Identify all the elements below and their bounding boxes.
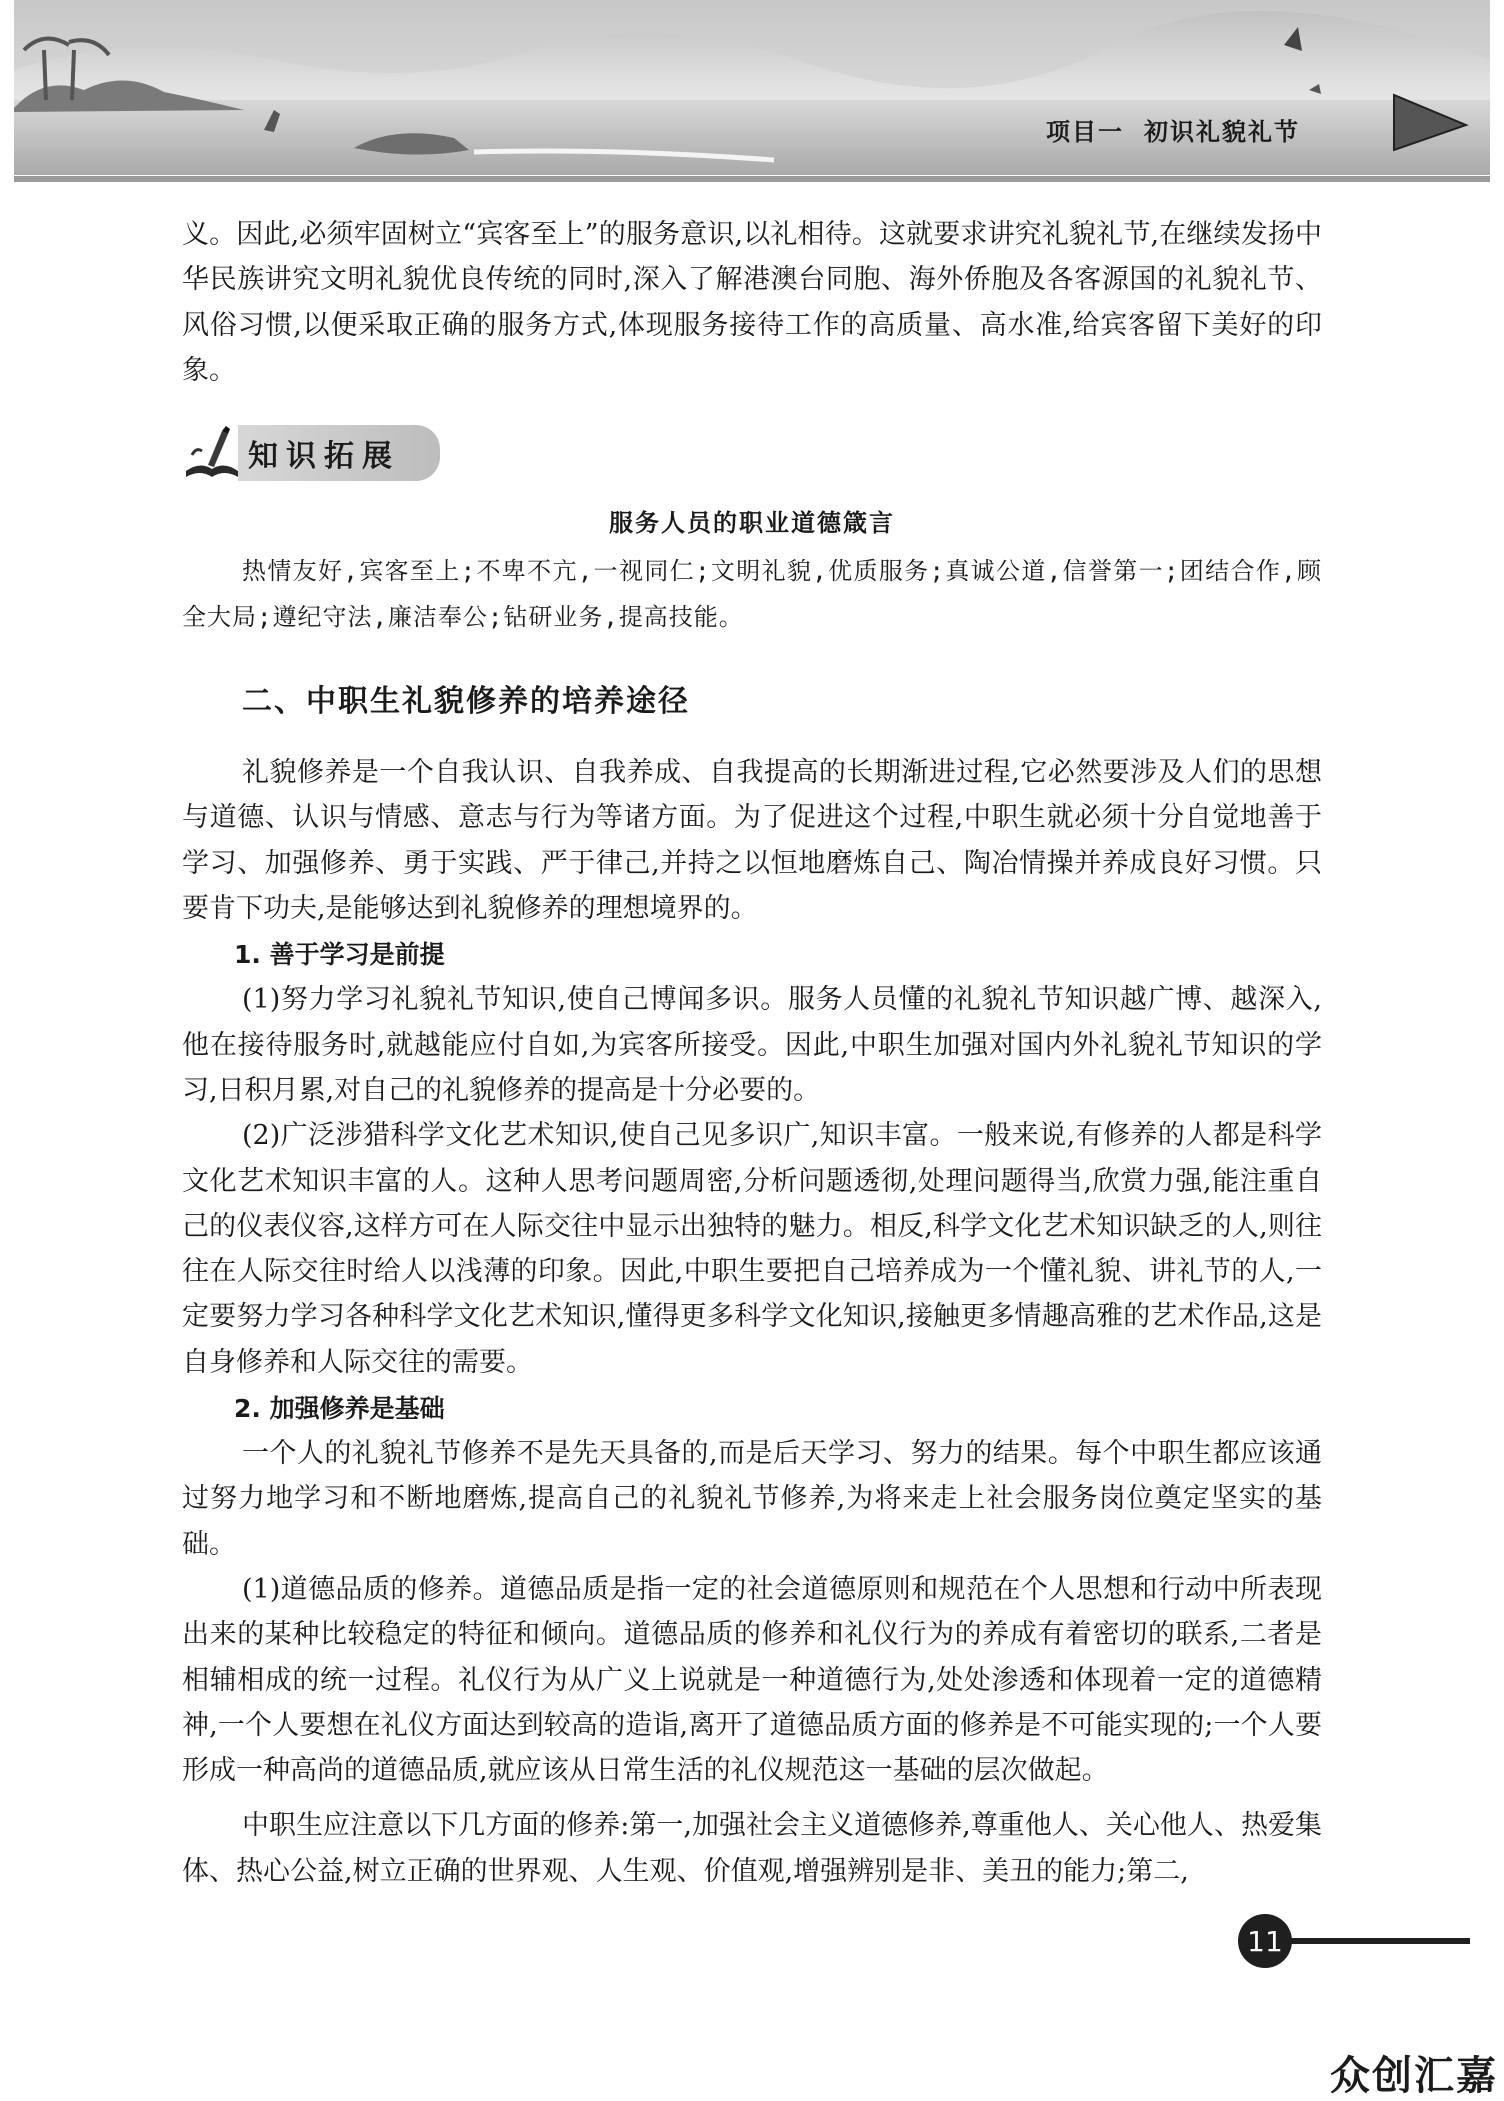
knowledge-box-body: 热情友好,宾客至上;不卑不亢,一视同仁;文明礼貌,优质服务;真诚公道,信誉第一;团结合作,顾全大局;遵纪守法,廉洁奉公;钻研业务,提高技能。 xyxy=(182,557,1322,632)
sub1-paragraph-2: (2)广泛涉猎科学文化艺术知识,使自己见多识广,知识丰富。一般来说,有修养的人都是科学文化艺术知识丰富的人。这种人思考问题周密,分析问题透彻,处理问题得当,欣赏力强,能注重自己的仪表仪容,这样方可在人际交往中显示出独特的魅力。相反,科学文化艺术知识缺乏的人,则往往在人际交往时给人以浅薄的印象。因此,中职生要把自己培养成为一个懂礼貌、讲礼节的人,一定要努力学习各种科学文化艺术知识,懂得更多科学文化知识,接触更多情趣高雅的艺术作品,这是自身修养和人际交往的需要。 xyxy=(182,1120,1322,1378)
sub2-paragraph-2: (1)道德品质的修养。道德品质是指一定的社会道德原则和规范在个人思想和行动中所表现出来的某种比较稳定的特征和倾向。道德品质的修养和礼仪行为的养成有着密切的联系,二者是相辅相成的统一过程。礼仪行为从广义上说就是一种道德行为,处处渗透和体现着一定的道德精神,一个人要想在礼仪方面达到较高的造诣,离开了道德品质方面的修养是不可能实现的;一个人要形成一种高尚的道德品质,就应该从日常生活的礼仪规范这一基础的层次做起。 xyxy=(182,1573,1322,1787)
watermark-logo: 众创汇嘉 xyxy=(1330,2053,1498,2099)
chapter-title xyxy=(1046,112,1300,147)
knowledge-box-label: 知识拓展 xyxy=(238,425,440,481)
subheading-1: 1. 善于学习是前提 xyxy=(234,940,445,970)
sub2-paragraph-3: 中职生应注意以下几方面的修养:第一,加强社会主义道德修养,尊重他人、关心他人、热爱集体、热心公益,树立正确的世界观、人生观、价值观,增强辨别是非、美丑的能力;第二, xyxy=(182,1810,1322,1887)
section-intro-paragraph: 礼貌修养是一个自我认识、自我养成、自我提高的长期渐进过程,它必然要涉及人们的思想与道德、认识与情感、意志与行为等诸方面。为了促进这个过程,中职生就必须十分自觉地善于学习、加强修养、勇于实践、严于律己,并持之以恒地磨炼自己、陶冶情操并养成良好习惯。只要肯下功夫,是能够达到礼貌修养的理想境界的。 xyxy=(182,757,1322,925)
seascape-banner-image xyxy=(14,0,1490,210)
subheading-2: 2. 加强修养是基础 xyxy=(234,1394,445,1424)
page-number-rule xyxy=(1290,1938,1470,1944)
chapter-name: 初识礼貌礼节 xyxy=(1144,118,1300,146)
sub2-paragraph-1: 一个人的礼貌礼节修养不是先天具备的,而是后天学习、努力的结果。每个中职生都应该通过努力地学习和不断地磨炼,提高自己的礼貌礼节修养,为将来走上社会服务岗位奠定坚实的基础。 xyxy=(182,1438,1322,1560)
header-banner xyxy=(14,0,1490,210)
knowledge-box-title xyxy=(182,423,1322,483)
intro-paragraph: 义。因此,必须牢固树立“宾客至上”的服务意识,以礼相待。这就要求讲究礼貌礼节,在继续发扬中华民族讲究文明礼貌优良传统的同时,深入了解港澳台同胞、海外侨胞及各客源国的礼貌礼节、风俗习惯,以便采取正确的服务方式,体现服务接待工作的高质量、高水准,给宾客留下美好的印象。 xyxy=(182,219,1322,386)
sub1-paragraph-1: (1)努力学习礼貌礼节知识,使自己博闻多识。服务人员懂的礼貌礼节知识越广博、越深入,他在接待服务时,就越能应付自如,为宾客所接受。因此,中职生加强对国内外礼貌礼节知识的学习,日积月累,对自己的礼貌修养的提高是十分必要的。 xyxy=(182,984,1322,1106)
page-number: 11 xyxy=(1238,1914,1292,1968)
page-content xyxy=(182,212,1322,1894)
book-pen-icon xyxy=(182,425,242,481)
chapter-label: 项目一 xyxy=(1046,118,1124,146)
knowledge-box-heading: 服务人员的职业道德箴言 xyxy=(609,509,895,538)
section-heading: 二、中职生礼貌修养的培养途径 xyxy=(242,684,690,720)
